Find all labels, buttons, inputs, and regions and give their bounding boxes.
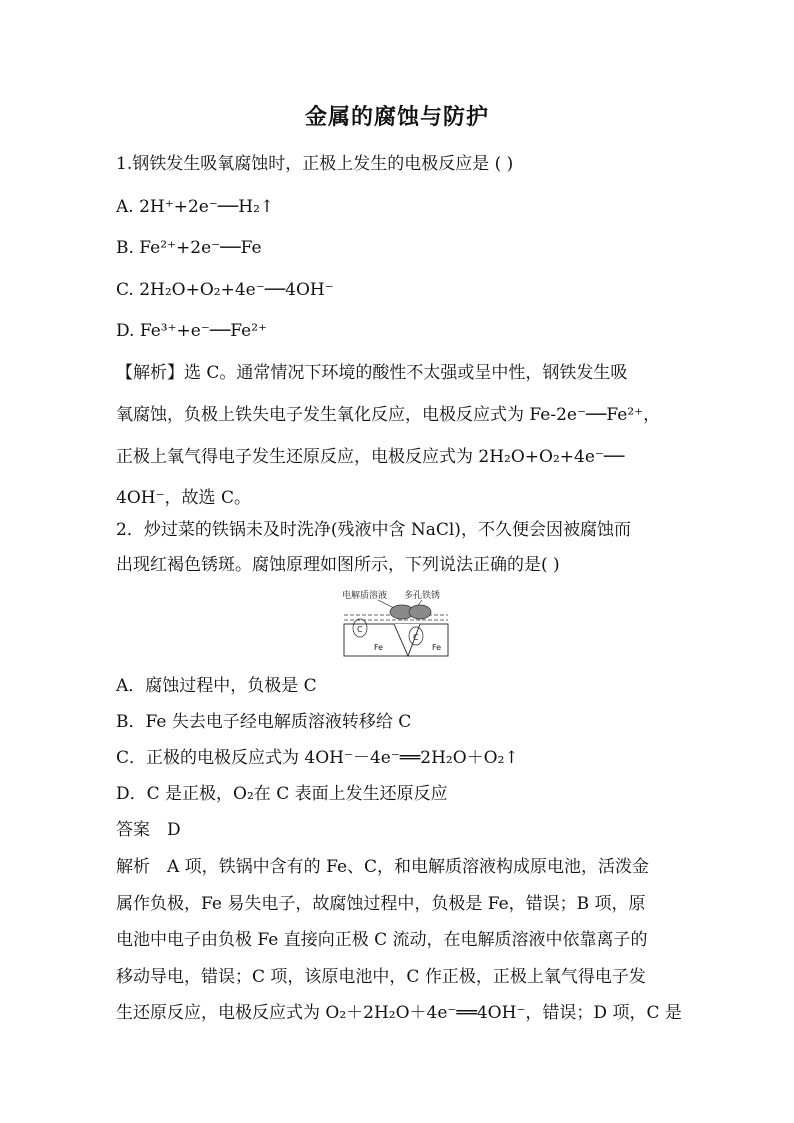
q1-analysis-line: 正极上氧气得电子发生还原反应，电极反应式为 2H₂O+O₂+4e⁻── (116, 447, 625, 467)
label-iron: Fe (432, 643, 442, 652)
q2-analysis-line: 电池中电子由负极 Fe 直接向正极 C 流动，在电解质溶液中依靠离子的 (116, 930, 648, 950)
q2-stem-line: 2．炒过菜的铁锅未及时洗净(残液中含 NaCl)，不久便会因被腐蚀而 (116, 520, 631, 540)
label-porous-rust: 多孔铁锈 (404, 591, 441, 601)
q1-analysis-line: 【解析】选 C。通常情况下环境的酸性不太强或呈中性，钢铁发生吸 (116, 363, 628, 383)
q2-stem-line: 出现红褐色锈斑。腐蚀原理如图所示，下列说法正确的是( ) (116, 555, 560, 575)
q1-stem: 1.钢铁发生吸氧腐蚀时，正极上发生的电极反应是 ( ) (116, 154, 514, 174)
q2-option-c: C．正极的电极反应式为 4OH⁻－4e⁻══2H₂O＋O₂↑ (116, 748, 519, 768)
q1-option-c: C. 2H₂O+O₂+4e⁻──4OH⁻ (116, 280, 334, 300)
q2-analysis-line: 属作负极，Fe 易失电子，故腐蚀过程中，负极是 Fe，错误；B 项，原 (116, 894, 646, 914)
q2-analysis-line: 生还原反应，电极反应式为 O₂＋2H₂O＋4e⁻══4OH⁻，错误；D 项，C 是 (116, 1003, 682, 1023)
corrosion-diagram-svg (342, 588, 452, 660)
label-electrolyte: 电解质溶液 (342, 591, 388, 601)
label-carbon: C (413, 633, 419, 642)
q1-option-a: A. 2H⁺+2e⁻──H₂↑ (116, 197, 275, 217)
label-iron: Fe (374, 643, 384, 652)
q2-analysis-line: 移动导电，错误；C 项，该原电池中，C 作正极，正极上氧气得电子发 (116, 967, 646, 987)
q2-option-d: D．C 是正极，O₂在 C 表面上发生还原反应 (116, 784, 448, 804)
q2-option-b: B．Fe 失去电子经电解质溶液转移给 C (116, 712, 412, 732)
page-title: 金属的腐蚀与防护 (304, 104, 489, 130)
q1-option-d: D. Fe³⁺+e⁻──Fe²⁺ (116, 321, 268, 341)
q2-option-a: A．腐蚀过程中，负极是 C (116, 676, 317, 696)
q2-analysis-line: 解析 A 项，铁锅中含有的 Fe、C，和电解质溶液构成原电池，活泼金 (116, 857, 650, 877)
q1-analysis-line: 4OH⁻，故选 C。 (116, 488, 251, 508)
q1-analysis-line: 氧腐蚀，负极上铁失电子发生氧化反应，电极反应式为 Fe-2e⁻──Fe²⁺， (116, 405, 661, 425)
corrosion-diagram (342, 588, 452, 660)
q1-option-b: B. Fe²⁺+2e⁻──Fe (116, 238, 262, 258)
label-carbon: C (357, 625, 363, 634)
q2-answer: 答案 D (116, 820, 181, 840)
rust-blob (409, 605, 431, 619)
